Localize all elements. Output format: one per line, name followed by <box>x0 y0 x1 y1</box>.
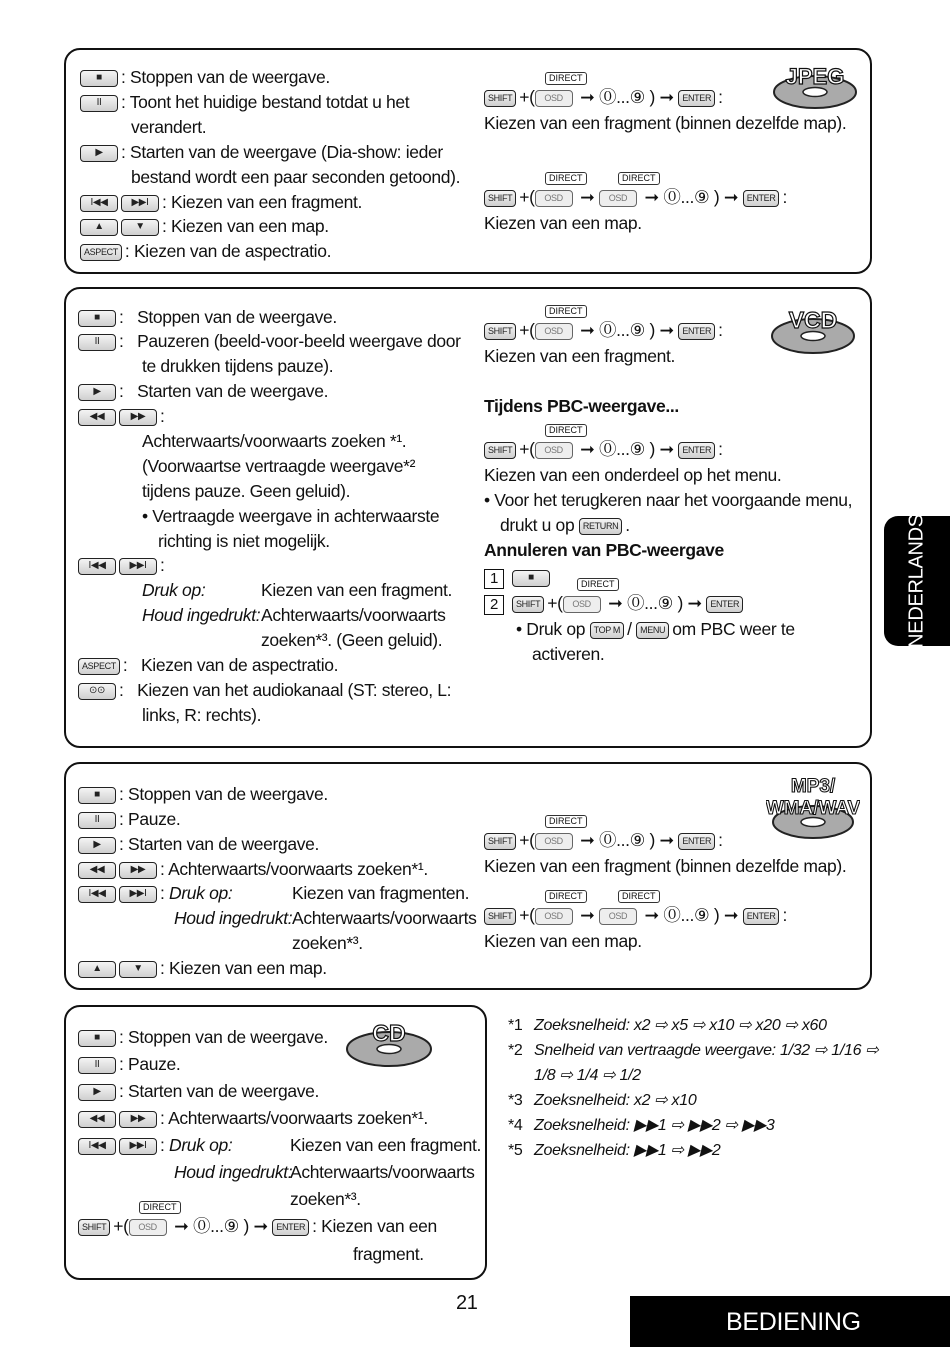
vcd-pause: II : Pauzeren (beeld-voor-beeld weergave door <box>78 330 461 352</box>
vcd-search4: • Vertraagde weergave in achterwaarste <box>142 506 440 526</box>
vcd-seq1-text: Kiezen van een fragment. <box>484 346 676 366</box>
page-number: 21 <box>456 1292 478 1314</box>
mp3-pause: II : Pauze. <box>78 808 180 830</box>
vcd-aspect: ASPECT : Kiezen van de aspectratio. <box>78 654 338 676</box>
jpeg-folder: ▲ ▼ : Kiezen van een map. <box>80 215 329 237</box>
direct-label: DIRECT <box>139 1201 181 1214</box>
cancel-step1: 1 ■ <box>484 566 553 589</box>
pbc-seq: SHIFT +( OSD ➞ ⓪...⑨ ) ➞ ENTER : <box>484 438 723 460</box>
jpeg-pause-cont: verandert. <box>131 117 207 137</box>
mp3-druk-text: Kiezen van fragmenten. <box>292 883 470 903</box>
vcd-seq1: SHIFT +( OSD ➞ ⓪...⑨ ) ➞ ENTER : <box>484 319 723 341</box>
vcd-houd-label: Houd ingedrukt: <box>142 605 261 625</box>
direct-label: DIRECT <box>545 305 587 318</box>
jpeg-pause: II : Toont het huidige bestand totdat u het <box>80 91 409 113</box>
cd-druk-text: Kiezen van een fragment. <box>290 1135 482 1155</box>
svg-text:MP3/: MP3/ <box>790 776 836 797</box>
mp3-seq1: SHIFT +( OSD ➞ ⓪...⑨ ) ➞ ENTER : <box>484 829 723 851</box>
jpeg-seq1: SHIFT +( OSD ➞ ⓪...⑨ ) ➞ ENTER : <box>484 86 723 108</box>
mp3-seq2-text: Kiezen van een map. <box>484 931 642 951</box>
pbc-bullet1: • Voor het terugkeren naar het voorgaande menu, <box>484 490 853 510</box>
cd-seq: SHIFT +( OSD ➞ ⓪...⑨ ) ➞ ENTER : Kiezen van een <box>78 1215 437 1237</box>
vcd-search3: tijdens pauze. Geen geluid). <box>142 481 351 501</box>
vcd-search2: (Voorwaartse vertraagde weergave*² <box>142 456 416 476</box>
direct-label: DIRECT <box>545 424 587 437</box>
footnote-5: *5 Zoeksnelheid: ▶▶1 ⇨ ▶▶2 <box>508 1142 721 1159</box>
vcd-druk-text: Kiezen van een fragment. <box>261 580 453 600</box>
mp3-folder: ▲ ▼ : Kiezen van een map. <box>78 957 327 979</box>
cd-pause: II : Pauze. <box>78 1053 180 1075</box>
jpeg-aspect: ASPECT : Kiezen van de aspectratio. <box>80 240 331 262</box>
jpeg-seq2-text: Kiezen van een map. <box>484 213 642 233</box>
direct-label: DIRECT <box>577 578 619 591</box>
pbc-bullet2: drukt u op RETURN . <box>500 515 630 535</box>
pbc-text: Kiezen van een onderdeel op het menu. <box>484 465 782 485</box>
footnote-2-cont: 1/8 ⇨ 1/4 ⇨ 1/2 <box>534 1067 641 1084</box>
vcd-houd-text: Achterwaarts/voorwaarts <box>261 605 446 625</box>
vcd-search-keys: ◀◀ ▶▶ : <box>78 405 165 427</box>
cancel-step2: 2 SHIFT +( OSD ➞ ⓪...⑨ ) ➞ ENTER <box>484 592 746 615</box>
cd-houd-cont: zoeken*³. <box>290 1189 361 1209</box>
svg-text:VCD: VCD <box>788 307 838 333</box>
jpeg-stop: ■ : Stoppen van de weergave. <box>80 66 330 88</box>
direct-label: DIRECT <box>545 890 587 903</box>
vcd-search: Achterwaarts/voorwaarts zoeken *¹. <box>142 431 407 451</box>
cd-stop: ■ : Stoppen van de weergave. <box>78 1026 328 1048</box>
disc-icon <box>772 62 858 110</box>
vcd-stop: ■ : Stoppen van de weergave. <box>78 306 337 328</box>
cancel-bullet: • Druk op TOP M / MENU om PBC weer te <box>516 619 795 639</box>
jpeg-seq1-text: Kiezen van een fragment (binnen dezelfde map). <box>484 113 847 133</box>
jpeg-play-cont: bestand wordt een paar seconden getoond). <box>131 167 461 187</box>
svg-text:JPEG: JPEG <box>785 64 845 89</box>
mp3-seq2: SHIFT +( OSD ➞ OSD ➞ ⓪...⑨ ) ➞ ENTER : <box>484 904 787 926</box>
vcd-audio-cont: links, R: rechts). <box>142 705 262 725</box>
footnote-4: *4 Zoeksnelheid: ▶▶1 ⇨ ▶▶2 ⇨ ▶▶3 <box>508 1117 775 1134</box>
vcd-houd-cont: zoeken*³. (Geen geluid). <box>261 630 443 650</box>
vcd-play: ▶ : Starten van de weergave. <box>78 380 328 402</box>
mp3-skip: I◀◀ ▶▶I : Druk op: <box>78 882 232 904</box>
mp3-stop: ■ : Stoppen van de weergave. <box>78 783 328 805</box>
cd-houd-text: Achterwaarts/voorwaarts <box>290 1162 475 1182</box>
mp3-search: ◀◀ ▶▶ : Achterwaarts/voorwaarts zoeken*¹. <box>78 858 428 880</box>
mp3-seq1-text: Kiezen van een fragment (binnen dezelfde map). <box>484 856 847 876</box>
footnote-3: *3 Zoeksnelheid: x2 ⇨ x10 <box>508 1092 697 1109</box>
vcd-pause-cont: te drukken tijdens pauze). <box>142 356 334 376</box>
cd-skip: I◀◀ ▶▶I : Druk op: <box>78 1134 232 1156</box>
svg-text:WMA/WAV: WMA/WAV <box>766 798 860 819</box>
mp3-play: ▶ : Starten van de weergave. <box>78 833 319 855</box>
footnote-2: *2 Snelheid van vertraagde weergave: 1/32 ⇨ 1/16 ⇨ <box>508 1042 879 1059</box>
mp3-houd-label: Houd ingedrukt: <box>174 908 293 928</box>
direct-label: DIRECT <box>545 172 587 185</box>
mp3-houd-text: Achterwaarts/voorwaarts <box>292 908 477 928</box>
cancel-pbc-heading: Annuleren van PBC-weergave <box>484 540 724 560</box>
direct-label: DIRECT <box>618 172 660 185</box>
pbc-heading: Tijdens PBC-weergave... <box>484 396 679 416</box>
jpeg-skip: I◀◀ ▶▶I : Kiezen van een fragment. <box>80 191 362 213</box>
direct-label: DIRECT <box>545 815 587 828</box>
cd-search: ◀◀ ▶▶ : Achterwaarts/voorwaarts zoeken*¹. <box>78 1107 428 1129</box>
disc-icon <box>766 772 860 842</box>
cd-seq-cont: fragment. <box>353 1244 424 1264</box>
cd-houd-label: Houd ingedrukt: <box>174 1162 293 1182</box>
vcd-skip-keys: I◀◀ ▶▶I : <box>78 554 165 576</box>
vcd-search5: richting is niet mogelijk. <box>158 531 330 551</box>
mp3-houd-cont: zoeken*³. <box>292 933 363 953</box>
language-tab: NEDERLANDS <box>884 516 950 646</box>
direct-label: DIRECT <box>545 72 587 85</box>
direct-label: DIRECT <box>618 890 660 903</box>
cancel-bullet-cont: activeren. <box>532 644 605 664</box>
disc-icon <box>770 303 856 355</box>
cd-play: ▶ : Starten van de weergave. <box>78 1080 319 1102</box>
svg-text:CD: CD <box>372 1020 406 1046</box>
disc-icon <box>344 1016 434 1068</box>
vcd-audio: ⊙⊙ : Kiezen van het audiokanaal (ST: stereo, L: <box>78 679 451 701</box>
vcd-druk-label: Druk op: <box>142 580 206 600</box>
jpeg-play: ▶ : Starten van de weergave (Dia-show: ieder <box>80 141 443 163</box>
section-tab: BEDIENING <box>630 1296 950 1347</box>
footnote-1: *1 Zoeksnelheid: x2 ⇨ x5 ⇨ x10 ⇨ x20 ⇨ x60 <box>508 1017 827 1034</box>
jpeg-seq2: SHIFT +( OSD ➞ OSD ➞ ⓪...⑨ ) ➞ ENTER : <box>484 186 787 208</box>
